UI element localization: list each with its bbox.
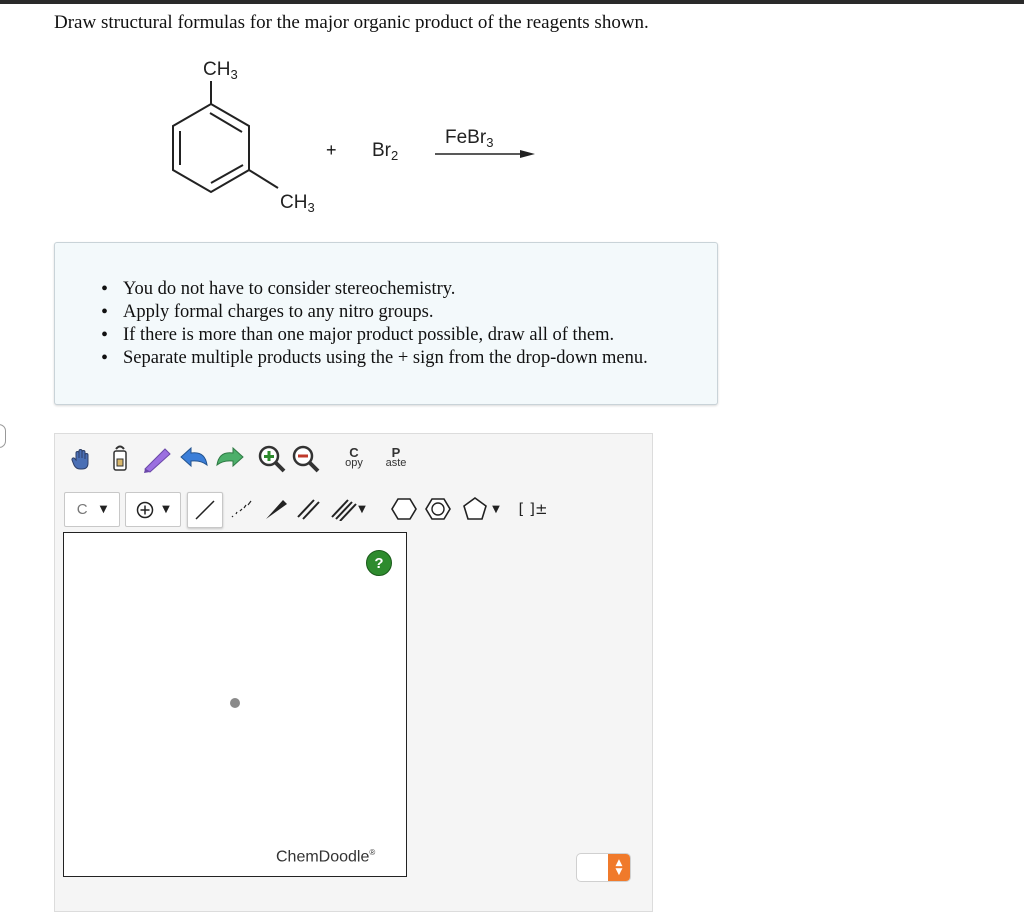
triple-bond-icon[interactable] <box>325 492 371 526</box>
redo-icon[interactable] <box>213 444 245 474</box>
hand-icon[interactable] <box>67 444 97 474</box>
instruction-item: • If there is more than one major product possible, draw all of them. <box>123 324 648 347</box>
lasso-icon[interactable] <box>141 444 173 474</box>
methyl-label-bottom <box>280 192 315 215</box>
chemdoodle-editor <box>54 433 653 912</box>
reagent-label <box>372 140 398 163</box>
atom-label: C <box>76 501 88 518</box>
wedge-bond-icon[interactable] <box>261 492 291 526</box>
catalyst-text: FeBr$_3$ <box>445 127 494 150</box>
stepper-arrows-icon[interactable]: ▲ ▼ <box>608 854 630 881</box>
drawing-canvas[interactable] <box>63 532 407 877</box>
instruction-item: • Apply formal charges to any nitro groups. <box>123 301 648 324</box>
brand-text: ChemDoodle <box>276 848 370 866</box>
copy-icon[interactable] <box>339 443 369 473</box>
methyl-top-text: $CH_3$ <box>203 59 238 82</box>
chevron-down-icon: ▼ <box>492 503 500 515</box>
help-button[interactable]: ? <box>366 550 392 576</box>
copy-rest: opy <box>345 457 363 469</box>
reagent-text: $Br_2$ <box>372 140 399 163</box>
brand-mark: ® <box>369 848 376 857</box>
instructions-box <box>54 242 718 405</box>
methyl-label-top <box>203 59 238 82</box>
paste-letter: P <box>391 445 401 460</box>
catalyst-label <box>445 127 493 150</box>
canvas-cursor-dot <box>230 698 240 708</box>
atom-select-icon[interactable] <box>64 492 120 527</box>
single-bond-icon[interactable] <box>187 492 223 528</box>
question-text: Draw structural formulas for the major organic product of the reagents shown. <box>54 12 649 33</box>
instructions-list <box>55 278 648 370</box>
paste-icon[interactable] <box>379 443 413 473</box>
copy-letter: C <box>349 445 359 460</box>
plus-sign: + <box>326 140 337 160</box>
chevron-down-icon: ▼ <box>162 504 170 515</box>
benzene-ring-drawing <box>0 0 700 240</box>
benzene-icon[interactable] <box>423 492 453 526</box>
undo-icon[interactable] <box>179 444 211 474</box>
side-tab[interactable] <box>0 424 6 448</box>
bracket-icon[interactable] <box>513 492 553 526</box>
eraser-icon[interactable] <box>105 442 135 474</box>
instruction-item: • Separate multiple products using the + sign from the drop-down menu. <box>123 347 648 370</box>
cyclopentane-icon[interactable] <box>457 492 505 526</box>
paste-rest: aste <box>385 457 407 469</box>
bracket-label: [ ]± <box>518 500 548 518</box>
cyclohexane-icon[interactable] <box>389 492 419 526</box>
methyl-bottom-text: $CH_3$ <box>280 192 315 215</box>
zoom-out-icon[interactable] <box>291 444 321 474</box>
instruction-item: • You do not have to consider stereochemistry. <box>123 278 648 301</box>
zoom-in-icon[interactable] <box>257 444 287 474</box>
answer-stepper[interactable] <box>576 853 631 882</box>
chemdoodle-brand <box>276 848 375 866</box>
reaction-scheme <box>0 0 700 240</box>
hash-bond-icon[interactable] <box>227 492 257 526</box>
double-bond-icon[interactable] <box>293 492 323 526</box>
chevron-down-icon: ▼ <box>358 503 366 515</box>
chevron-down-icon: ▼ <box>99 504 108 515</box>
charge-plus-icon[interactable] <box>125 492 181 527</box>
